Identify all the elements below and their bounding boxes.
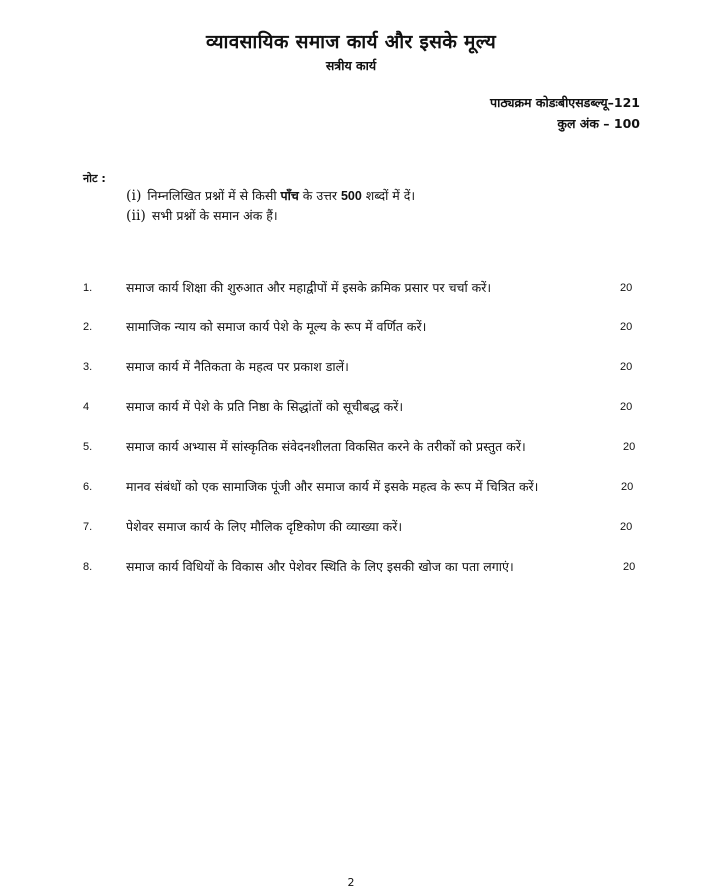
question-row (0, 318, 702, 338)
note-line-1 (126, 187, 415, 204)
question-marks: 20 (620, 361, 633, 373)
page-number: 2 (347, 876, 355, 889)
question-text: समाज कार्य विधियों के विकास और पेशेवर स्थिति के लिए इसकी खोज का पता लगाएं। (126, 559, 514, 574)
question-number: 6. (83, 481, 93, 493)
note-text: के उत्तर (298, 188, 341, 203)
note-label: नोट : (83, 172, 106, 185)
question-text: समाज कार्य अभ्यास में सांस्कृतिक संवेदनशीलता विकसित करने के तरीकों को प्रस्तुत करें। (126, 439, 526, 454)
note-bold-number: 500 (340, 189, 362, 203)
note-numeral: (ii) (126, 208, 146, 224)
question-row (0, 478, 702, 498)
question-text: पेशेवर समाज कार्य के लिए मौलिक दृष्टिकोण की व्याख्या करें। (126, 519, 403, 534)
question-number: 8. (83, 561, 93, 573)
question-text: सामाजिक न्याय को समाज कार्य पेशे के मूल्य के रूप में वर्णित करें। (126, 319, 427, 334)
question-marks: 20 (620, 282, 633, 294)
question-row (0, 558, 702, 578)
question-text: समाज कार्य शिक्षा की शुरुआत और महाद्वीपों में इसके क्रमिक प्रसार पर चर्चा करें। (126, 280, 492, 295)
note-bold-word: पाँच (280, 188, 299, 203)
total-marks: कुल अंक – 100 (557, 116, 640, 131)
question-marks: 20 (623, 441, 636, 453)
note-text: सभी प्रश्नों के समान अंक हैं। (151, 208, 278, 223)
question-marks: 20 (623, 561, 636, 573)
question-marks: 20 (620, 321, 633, 333)
document-subtitle: सत्रीय कार्य (325, 58, 377, 73)
question-number: 1. (83, 282, 93, 294)
question-marks: 20 (620, 521, 633, 533)
question-text: मानव संबंधों को एक सामाजिक पूंजी और समाज कार्य में इसके महत्व के रूप में चित्रित करें। (126, 479, 539, 494)
note-text: निम्नलिखित प्रश्नों में से किसी (147, 188, 281, 203)
question-number: 5. (83, 441, 93, 453)
question-number: 3. (83, 361, 93, 373)
question-text: समाज कार्य में पेशे के प्रति निष्ठा के सिद्धांतों को सूचीबद्ध करें। (126, 399, 404, 414)
question-row (0, 358, 702, 378)
note-line-2 (126, 207, 278, 224)
question-text: समाज कार्य में नैतिकता के महत्व पर प्रकाश डालें। (126, 359, 349, 374)
question-marks: 20 (621, 481, 634, 493)
question-row (0, 438, 702, 458)
course-code: पाठ्यक्रम कोडःबीएसडब्ल्यू–121 (490, 95, 640, 110)
question-row (0, 518, 702, 538)
question-row (0, 279, 702, 299)
note-numeral: (i) (126, 188, 142, 204)
note-text: शब्दों में दें। (361, 188, 416, 203)
document-title: व्यावसायिक समाज कार्य और इसके मूल्य (205, 31, 497, 53)
question-number: 4 (83, 401, 90, 413)
question-marks: 20 (620, 401, 633, 413)
question-row (0, 398, 702, 418)
question-number: 7. (83, 521, 93, 533)
question-number: 2. (83, 321, 93, 333)
